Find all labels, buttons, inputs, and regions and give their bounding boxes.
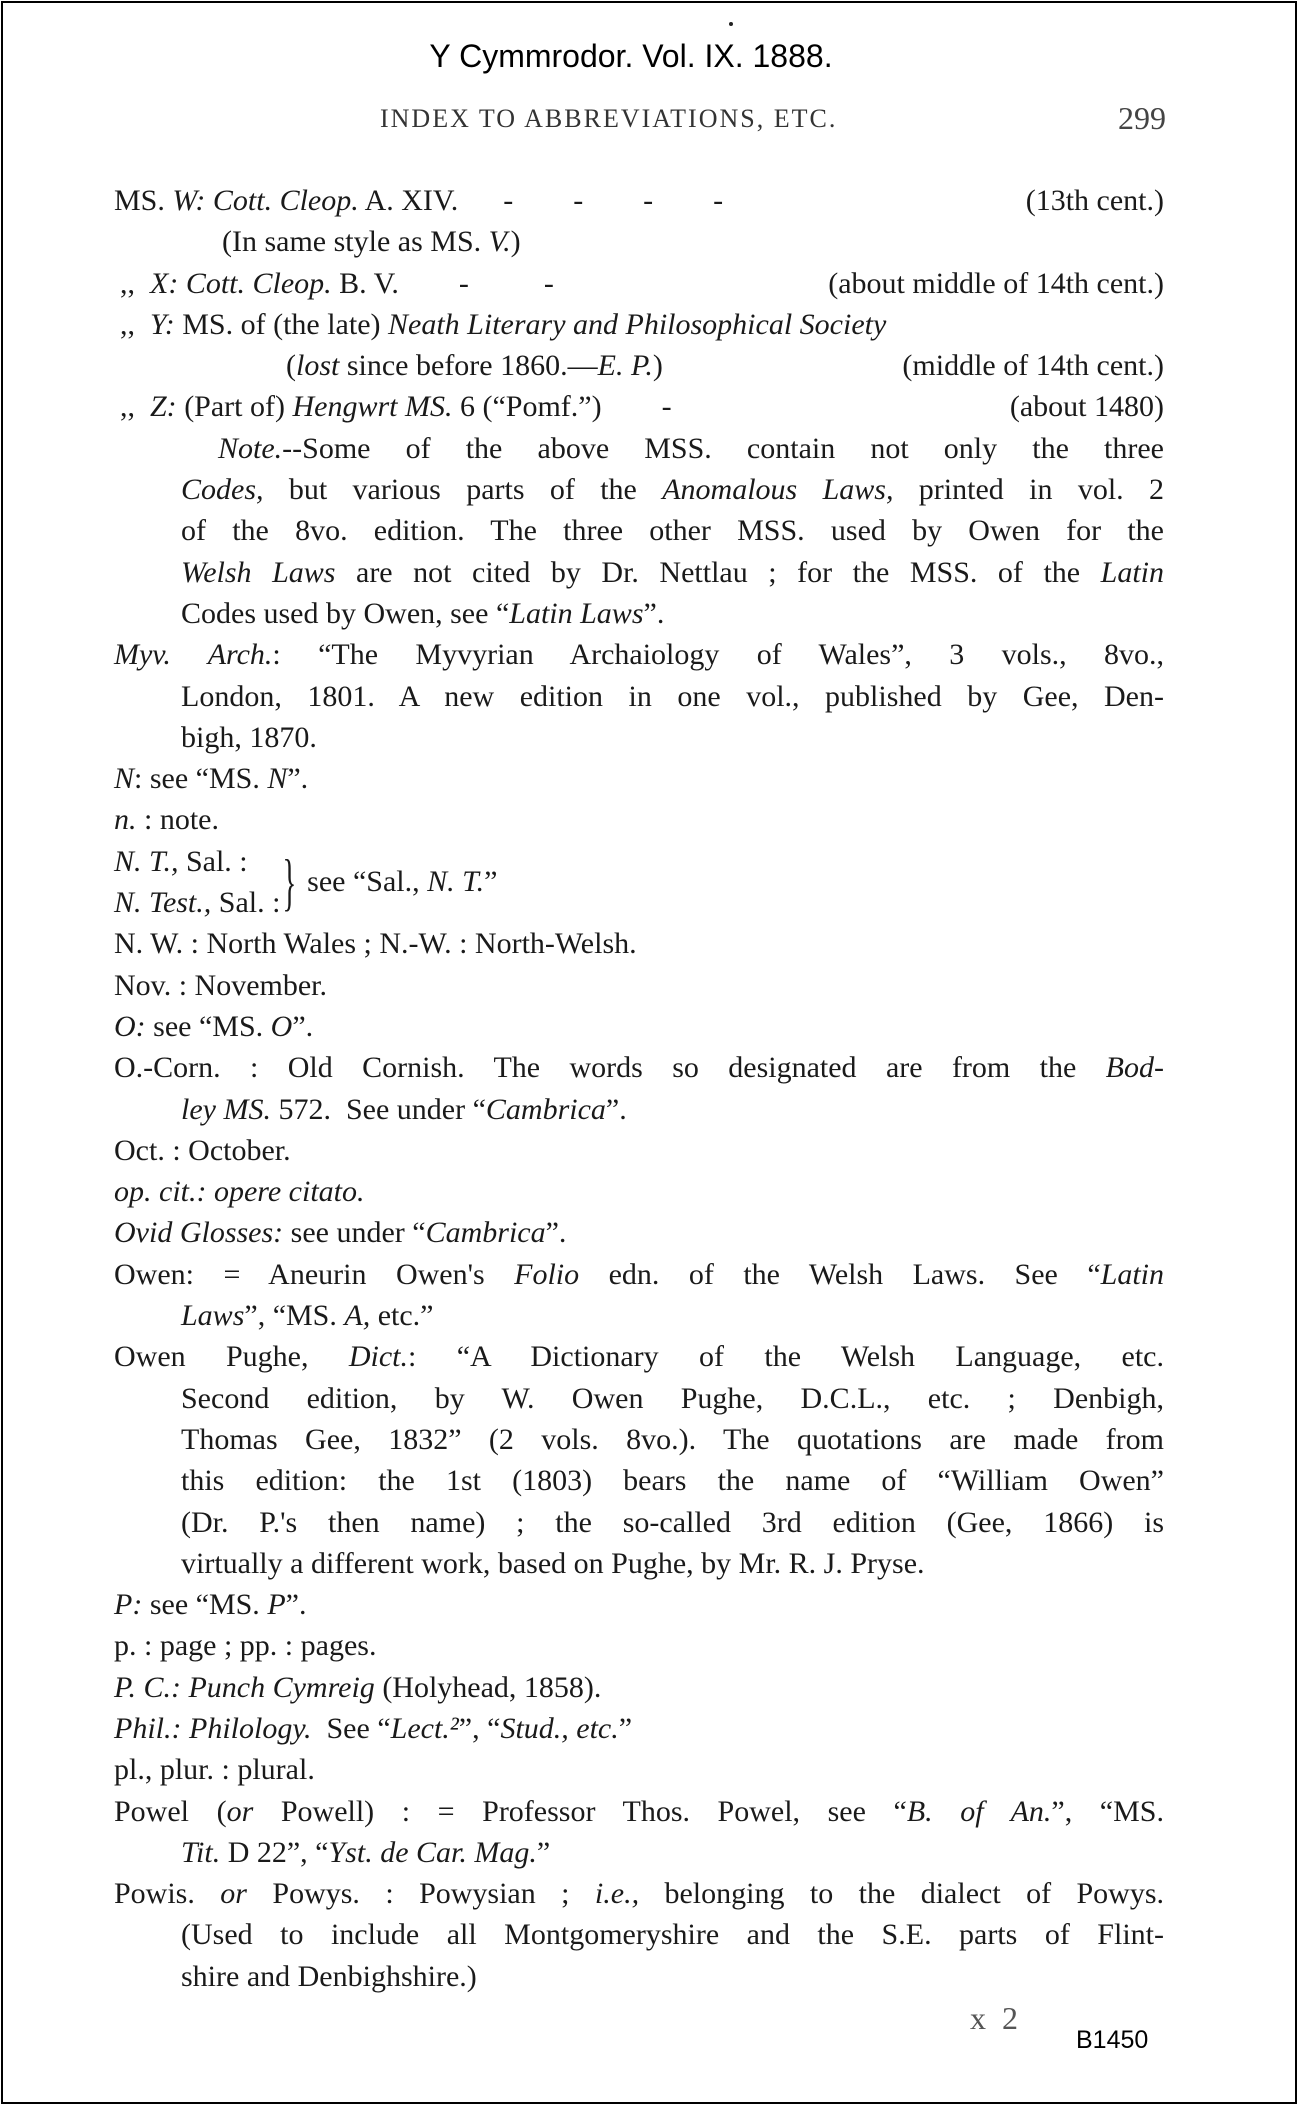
bracketed-entry — [114, 841, 1164, 924]
text-run: Tit. — [181, 1835, 221, 1869]
text-run: 572. See under “ — [270, 1092, 486, 1126]
text-run: Powis. — [114, 1877, 221, 1911]
index-line — [114, 1254, 1164, 1295]
text-run: ( — [286, 349, 296, 383]
index-line — [114, 1873, 1164, 1914]
text-run: (In same style as MS. — [222, 225, 489, 259]
text-run: ”. — [545, 1216, 567, 1250]
index-body — [114, 180, 1164, 1997]
text-run: or — [220, 1877, 247, 1911]
text-run: O: — [114, 1009, 146, 1043]
text-run: Codes used by Owen, see “ — [181, 596, 510, 630]
text-run: Cambrica — [425, 1216, 546, 1250]
text-run: O.-Corn. : Old Cornish. The words so designated are from the — [114, 1051, 1106, 1085]
text-run: MS. — [114, 184, 173, 217]
text-run: shire and Denbighshire.) — [181, 1959, 477, 1993]
index-line — [114, 593, 1164, 634]
index-line — [114, 1584, 1164, 1625]
text-run: Anomalous Laws, — [662, 473, 894, 507]
text-run: since before 1860.— — [339, 349, 598, 383]
text-run: Laws — [181, 1299, 245, 1333]
index-line — [114, 1419, 1164, 1460]
text-run: Codes, — [181, 473, 264, 507]
text-run: Sal. : — [211, 886, 281, 920]
text-run: N — [267, 762, 288, 796]
text-run: Myv. Arch. — [114, 638, 273, 672]
running-head: INDEX TO ABBREVIATIONS, ETC. — [380, 104, 838, 133]
document-title: Y Cymmrodor. Vol. IX. 1888. — [429, 38, 833, 74]
text-run: Z: — [150, 390, 177, 424]
text-run: (middle of 14th cent.) — [902, 349, 1164, 383]
text-run: Neath Literary and Philosophical Society — [388, 307, 887, 341]
text-run: see under “ — [283, 1216, 426, 1250]
text-run: edn. of the Welsh Laws. See “ — [579, 1257, 1101, 1291]
text-run: belonging to the dialect of Powys. — [639, 1877, 1165, 1911]
text-run: Powys. : Powysian ; — [246, 1877, 595, 1911]
text-run: op. cit.: opere citato. — [114, 1175, 365, 1209]
text-run: --Some of the above MSS. contain not only the three — [282, 431, 1164, 465]
text-run: (about 1480) — [1009, 390, 1164, 424]
text-run: ,, — [120, 390, 150, 424]
index-line — [114, 634, 1164, 675]
text-run: Punch Cymreig — [188, 1670, 375, 1704]
text-run: MS. of (the late) — [174, 307, 389, 341]
text-run: A, — [344, 1299, 371, 1333]
signature-mark: x 2 — [970, 2000, 1022, 2036]
index-line — [114, 510, 1164, 551]
index-line — [114, 345, 1164, 386]
index-line — [114, 1543, 1164, 1584]
text-run: of the 8vo. edition. The three other MSS. used by Owen for the — [181, 514, 1164, 548]
text-run: X: Cott. Cleop. — [150, 266, 332, 300]
text-run: A. XIV. - - - - — [358, 184, 724, 217]
text-run: P — [267, 1588, 286, 1622]
text-run: Cambrica — [485, 1092, 606, 1126]
index-line — [114, 1625, 1164, 1666]
index-line — [114, 263, 1164, 304]
text-run: ”. — [292, 1009, 314, 1043]
index-line — [114, 1047, 1164, 1088]
index-line — [114, 1336, 1164, 1377]
text-run: Ovid Glosses: — [114, 1216, 284, 1250]
text-run: (Dr. P.'s then name) ; the so-called 3rd edition (Gee, 1866) is — [181, 1505, 1164, 1539]
text-run: ley MS. — [181, 1092, 271, 1126]
index-line — [114, 428, 1164, 469]
text-run: : “The Myvyrian Archaiology of Wales”, 3 vols., 8vo., — [272, 638, 1165, 672]
text-run: Philology. — [189, 1711, 312, 1745]
text-run: N — [114, 762, 135, 796]
text-run: Owen Pughe, — [114, 1340, 349, 1374]
index-line — [114, 1749, 1164, 1790]
text-run: London, 1801. A new edition in one vol., published by Gee, Den- — [181, 679, 1164, 713]
index-line — [114, 1460, 1164, 1501]
text-run: ” — [536, 1835, 551, 1869]
text-run: N. T. — [427, 865, 485, 899]
text-run: O — [270, 1009, 293, 1043]
index-line — [114, 304, 1164, 345]
index-line — [114, 1956, 1164, 1997]
text-run: ” — [484, 865, 498, 899]
text-run: N. W. : North Wales ; N.-W. : North-Welsh. — [114, 927, 637, 961]
text-run: Powel ( — [114, 1794, 227, 1828]
index-line — [114, 1914, 1164, 1955]
index-line — [114, 717, 1164, 758]
index-line — [114, 180, 1164, 221]
index-line — [114, 1006, 1164, 1047]
text-run: ” — [618, 1711, 633, 1745]
text-run: : note. — [136, 803, 219, 837]
text-run: ,, — [120, 266, 150, 300]
index-line — [114, 221, 1164, 262]
text-run: Owen: = Aneurin Owen's — [114, 1257, 515, 1291]
index-line — [114, 1212, 1164, 1253]
text-run: (Holyhead, 1858). — [374, 1670, 602, 1704]
text-run: but various parts of the — [263, 473, 663, 507]
text-run: Welsh Laws — [181, 555, 336, 589]
text-run: (Part of) — [176, 390, 293, 424]
text-run: Thomas Gee, 1832” (2 vols. 8vo.). The quotations are made from — [181, 1422, 1164, 1456]
text-run: ”, “ — [458, 1711, 501, 1745]
index-line — [114, 469, 1164, 510]
index-line — [114, 676, 1164, 717]
text-run: bigh, 1870. — [181, 720, 317, 754]
document-code: B1450 — [1076, 2026, 1149, 2054]
text-run: ,, — [120, 307, 150, 341]
text-run: ”. — [285, 1588, 307, 1622]
text-run: P. C.: — [114, 1670, 181, 1704]
text-run: Sal. : — [178, 844, 248, 878]
text-run: p. : page ; pp. : pages. — [114, 1629, 377, 1663]
text-run: ”. — [605, 1092, 627, 1126]
text-run: Latin — [1100, 1257, 1165, 1291]
text-run: n. — [114, 803, 137, 837]
index-line — [114, 1171, 1164, 1212]
text-run: pl., plur. : plural. — [114, 1753, 315, 1787]
speck — [729, 22, 733, 26]
text-run: Latin Laws — [509, 596, 644, 630]
text-run: i.e., — [594, 1877, 640, 1911]
text-run: ”. — [643, 596, 665, 630]
text-run: N. Test., — [114, 886, 212, 920]
index-line — [114, 799, 1164, 840]
text-run: or — [226, 1794, 254, 1828]
text-run: Second edition, by W. Owen Pughe, D.C.L., etc. ; Denbigh, — [181, 1381, 1164, 1415]
text-run: Bod- — [1105, 1051, 1164, 1085]
text-run: ”, “MS. — [244, 1299, 345, 1333]
text-run: B. V. - - — [331, 266, 554, 300]
index-line — [114, 1708, 1164, 1749]
text-run: Powell) : = Professor Thos. Powel, see “ — [253, 1794, 907, 1828]
text-run: are not cited by Dr. Nettlau ; for the MSS. of the — [335, 555, 1101, 589]
text-run: ”, “MS. — [1051, 1794, 1164, 1828]
text-run: Note. — [218, 431, 283, 465]
text-run — [182, 1712, 190, 1745]
text-run: 6 (“Pomf.”) - — [452, 390, 672, 424]
brace-symbol: } — [282, 846, 297, 918]
index-line — [114, 965, 1164, 1006]
text-run: (about middle of 14th cent.) — [828, 266, 1164, 300]
index-line — [114, 1295, 1164, 1336]
text-run: Latin — [1100, 555, 1164, 589]
text-run: ) — [652, 349, 663, 383]
text-run: virtually a different work, based on Pughe, by Mr. R. J. Pryse. — [181, 1546, 925, 1580]
index-line — [114, 1832, 1164, 1873]
text-run: this edition: the 1st (1803) bears the name of “William Owen” — [181, 1464, 1164, 1498]
index-line — [114, 923, 1164, 964]
text-run: Yst. de Car. Mag. — [328, 1835, 537, 1869]
text-run: : see “MS. — [134, 762, 268, 796]
text-run: N. T., — [114, 844, 179, 878]
page-number: 299 — [1118, 100, 1166, 136]
text-run: D 22”, “ — [220, 1835, 329, 1869]
text-run: Folio — [514, 1257, 580, 1291]
index-line — [114, 1791, 1164, 1832]
text-run: lost — [296, 349, 340, 383]
text-run: V. — [488, 225, 511, 259]
text-run: see “MS. — [142, 1588, 268, 1622]
text-run: Nov. : November. — [114, 968, 328, 1002]
text-run: See “ — [311, 1711, 391, 1745]
index-line — [114, 1667, 1164, 1708]
text-run: B. of An. — [906, 1794, 1052, 1828]
index-line — [114, 386, 1164, 427]
text-run: Y: — [150, 307, 175, 341]
text-run: : “A Dictionary of the Welsh Language, etc. — [408, 1340, 1164, 1374]
text-run: Phil.: — [114, 1711, 182, 1745]
text-run: Stud., etc. — [500, 1711, 619, 1745]
text-run: Oct. : October. — [114, 1133, 291, 1167]
text-run: (Used to include all Montgomeryshire and the S.E. parts of Flint- — [181, 1918, 1164, 1952]
text-run: printed in vol. 2 — [893, 473, 1165, 507]
text-run: (13th cent.) — [1025, 184, 1164, 217]
text-run: Dict. — [348, 1340, 409, 1374]
text-run: ) — [510, 225, 521, 259]
text-run: see “Sal., — [307, 865, 428, 899]
text-run: Hengwrt MS. — [292, 390, 453, 424]
text-run: etc.” — [370, 1299, 434, 1333]
text-run: ”. — [287, 762, 309, 796]
index-line — [114, 1089, 1164, 1130]
text-run: Lect.² — [390, 1711, 459, 1745]
text-run: P: — [114, 1588, 143, 1622]
text-run: E. P. — [597, 349, 653, 383]
index-line — [114, 1378, 1164, 1419]
index-line — [114, 1130, 1164, 1171]
index-line — [114, 1502, 1164, 1543]
index-line — [114, 758, 1164, 799]
text-run: see “MS. — [145, 1009, 271, 1043]
text-run: W: Cott. Cleop. — [172, 184, 359, 217]
index-line — [114, 552, 1164, 593]
